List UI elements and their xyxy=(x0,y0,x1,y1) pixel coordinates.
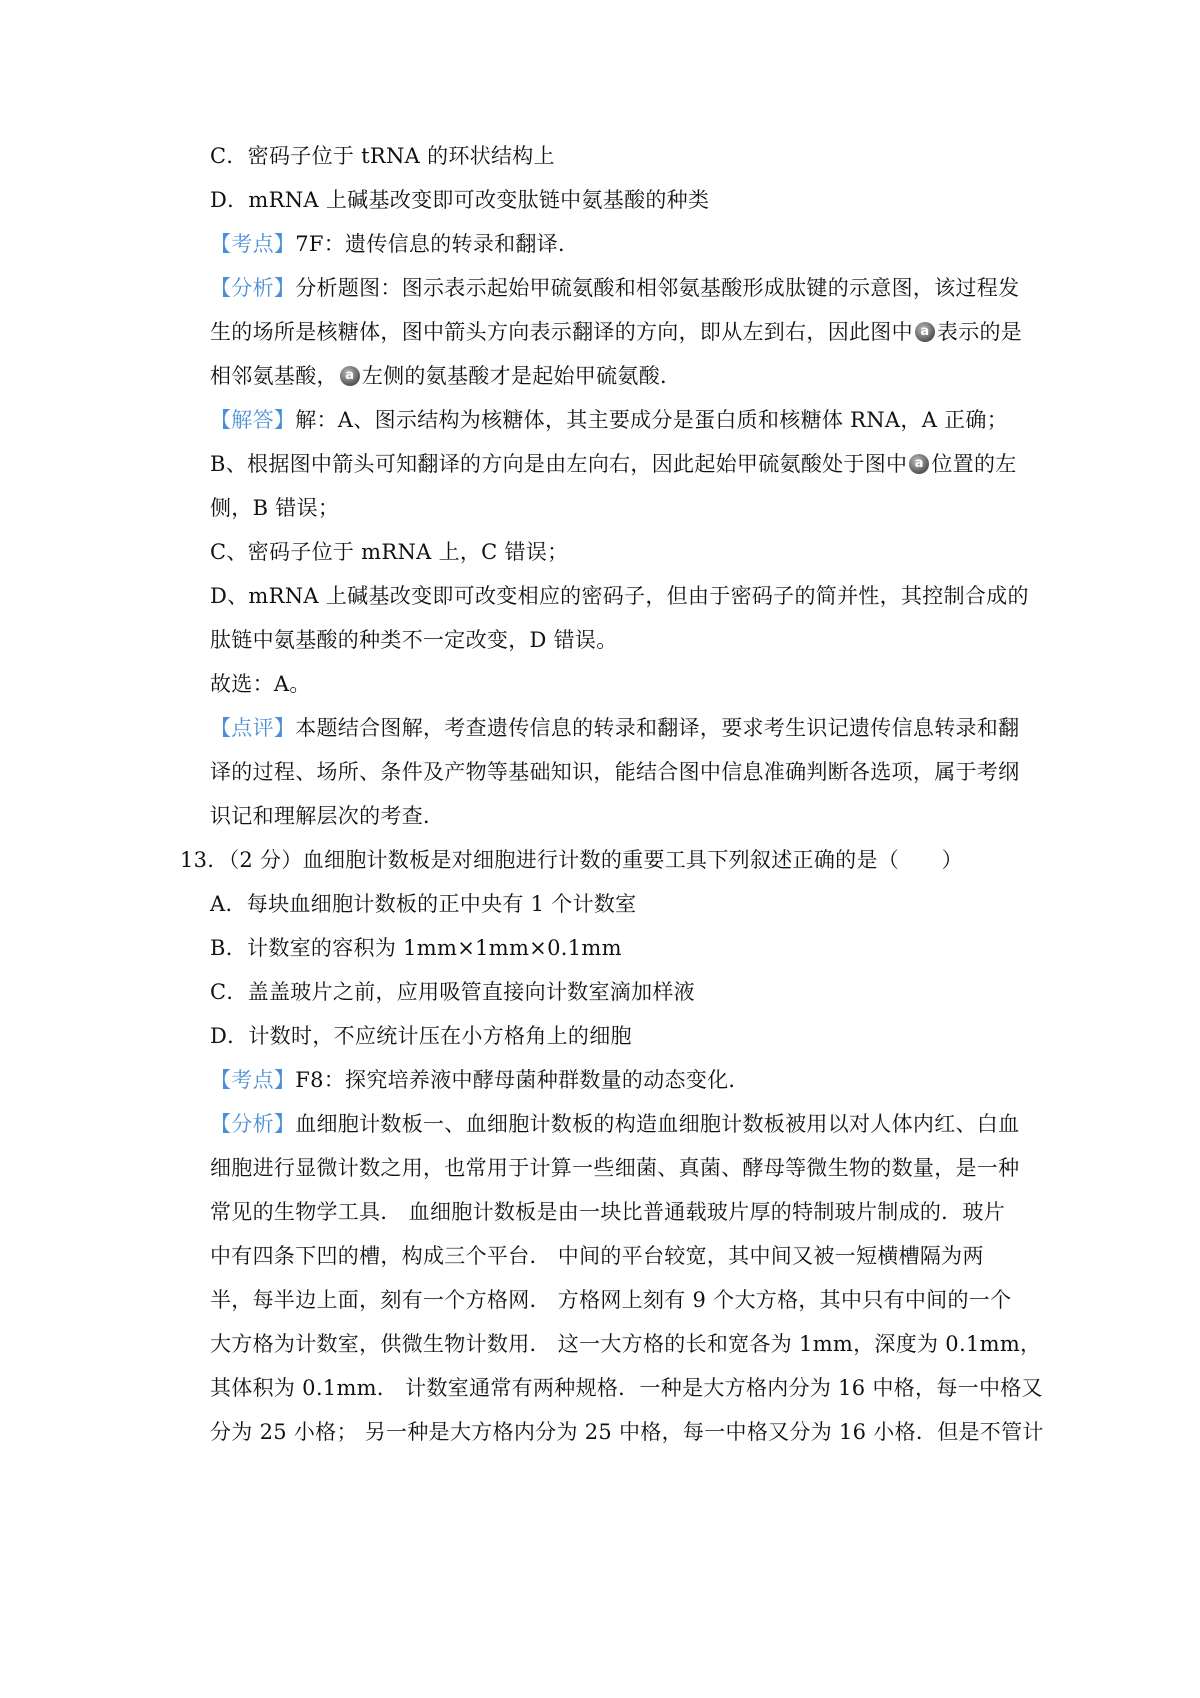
jieda-q12-line2 xyxy=(210,450,1017,478)
text-segment: 生的场所是核糖体，图中箭头方向表示翻译的方向，即从左到右，因此图中 xyxy=(210,320,913,344)
option-c-q13: C．盖盖玻片之前，应用吸管直接向计数室滴加样液 xyxy=(210,980,695,1004)
kaodian-tag: 【考点】 xyxy=(210,232,296,256)
question-13-stem: 13．（2 分）血细胞计数板是对细胞进行计数的重要工具下列叙述正确的是（ ） xyxy=(180,848,963,872)
kaodian-q12 xyxy=(210,230,579,258)
dianping-q12-line2: 译的过程、场所、条件及产物等基础知识，能结合图中信息准确判断各选项，属于考纲 xyxy=(210,760,1020,784)
option-c-q12: C．密码子位于 tRNA 的环状结构上 xyxy=(210,144,555,168)
fenxi-text: 血细胞计数板一、血细胞计数板的构造血细胞计数板被用以对人体内红、白血 xyxy=(295,1112,1020,1136)
jieda-q12-line3: 侧，B 错误； xyxy=(210,496,340,520)
dianping-text: 本题结合图解，考查遗传信息的转录和翻译，要求考生识记遗传信息转录和翻 xyxy=(295,716,1020,740)
text-segment: 表示的是 xyxy=(936,320,1023,344)
jieda-q12-line1 xyxy=(210,406,1008,434)
jieda-q12-line4: C、密码子位于 mRNA 上，C 错误； xyxy=(210,540,569,564)
jieda-tag: 【解答】 xyxy=(210,408,296,432)
text-segment: 位置的左 xyxy=(931,452,1017,476)
fenxi-tag: 【分析】 xyxy=(210,1112,296,1136)
circle-a-symbol-icon: a xyxy=(909,454,929,474)
fenxi-q13-line7: 其体积为 0.1mm． 计数室通常有两种规格．一种是大方格内分为 16 中格，每一中格又 xyxy=(210,1376,1043,1400)
fenxi-q12-line1 xyxy=(210,274,1019,302)
text-segment: B、根据图中箭头可知翻译的方向是由左向右，因此起始甲硫氨酸处于图中 xyxy=(210,452,908,476)
fenxi-q13-line5: 半，每半边上面，刻有一个方格网． 方格网上刻有 9 个大方格，其中只有中间的一个 xyxy=(210,1288,1012,1312)
fenxi-q13-line2: 细胞进行显微计数之用，也常用于计算一些细菌、真菌、酵母等微生物的数量，是一种 xyxy=(210,1156,1020,1180)
fenxi-q12-line3 xyxy=(210,362,681,390)
option-d-q13: D．计数时，不应统计压在小方格角上的细胞 xyxy=(210,1024,632,1048)
kaodian-tag: 【考点】 xyxy=(210,1068,296,1092)
dianping-tag: 【点评】 xyxy=(210,716,296,740)
fenxi-q12-line2 xyxy=(210,318,1022,346)
circle-a-symbol-icon: a xyxy=(340,366,360,386)
fenxi-q13-line4: 中有四条下凹的槽，构成三个平台． 中间的平台较宽，其中间又被一短横槽隔为两 xyxy=(210,1244,984,1268)
dianping-q12-line3: 识记和理解层次的考查． xyxy=(210,804,445,828)
option-a-q13: A．每块血细胞计数板的正中央有 1 个计数室 xyxy=(210,892,637,916)
kaodian-text: 7F：遗传信息的转录和翻译． xyxy=(295,232,580,256)
jieda-q12-line6: 肽链中氨基酸的种类不一定改变，D 错误。 xyxy=(210,628,618,652)
fenxi-q13-line1 xyxy=(210,1110,1019,1138)
jieda-q12-line5: D、mRNA 上碱基改变即可改变相应的密码子，但由于密码子的简并性，其控制合成的 xyxy=(210,584,1029,608)
fenxi-q13-line3: 常见的生物学工具． 血细胞计数板是由一块比普通载玻片厚的特制玻片制成的．玻片 xyxy=(210,1200,1006,1224)
option-d-q12: D．mRNA 上碱基改变即可改变肽链中氨基酸的种类 xyxy=(210,188,710,212)
jieda-text: 解：A、图示结构为核糖体，其主要成分是蛋白质和核糖体 RNA，A 正确； xyxy=(295,408,1009,432)
option-b-q13: B．计数室的容积为 1mm×1mm×0.1mm xyxy=(210,936,622,960)
circle-a-symbol-icon: a xyxy=(915,322,935,342)
fenxi-q13-line8: 分为 25 小格； 另一种是大方格内分为 25 中格，每一中格又分为 16 小格．但是不管计 xyxy=(210,1420,1044,1444)
fenxi-text: 分析题图：图示表示起始甲硫氨酸和相邻氨基酸形成肽键的示意图，该过程发 xyxy=(295,276,1020,300)
answer-q12: 故选：A。 xyxy=(210,672,311,696)
fenxi-q13-line6: 大方格为计数室，供微生物计数用． 这一大方格的长和宽各为 1mm，深度为 0.1mm， xyxy=(210,1332,1042,1356)
kaodian-q13 xyxy=(210,1066,750,1094)
text-segment: 左侧的氨基酸才是起始甲硫氨酸． xyxy=(361,364,682,388)
kaodian-text: F8：探究培养液中酵母菌种群数量的动态变化． xyxy=(295,1068,750,1092)
text-segment: 相邻氨基酸， xyxy=(210,364,338,388)
dianping-q12-line1 xyxy=(210,714,1019,742)
fenxi-tag: 【分析】 xyxy=(210,276,296,300)
